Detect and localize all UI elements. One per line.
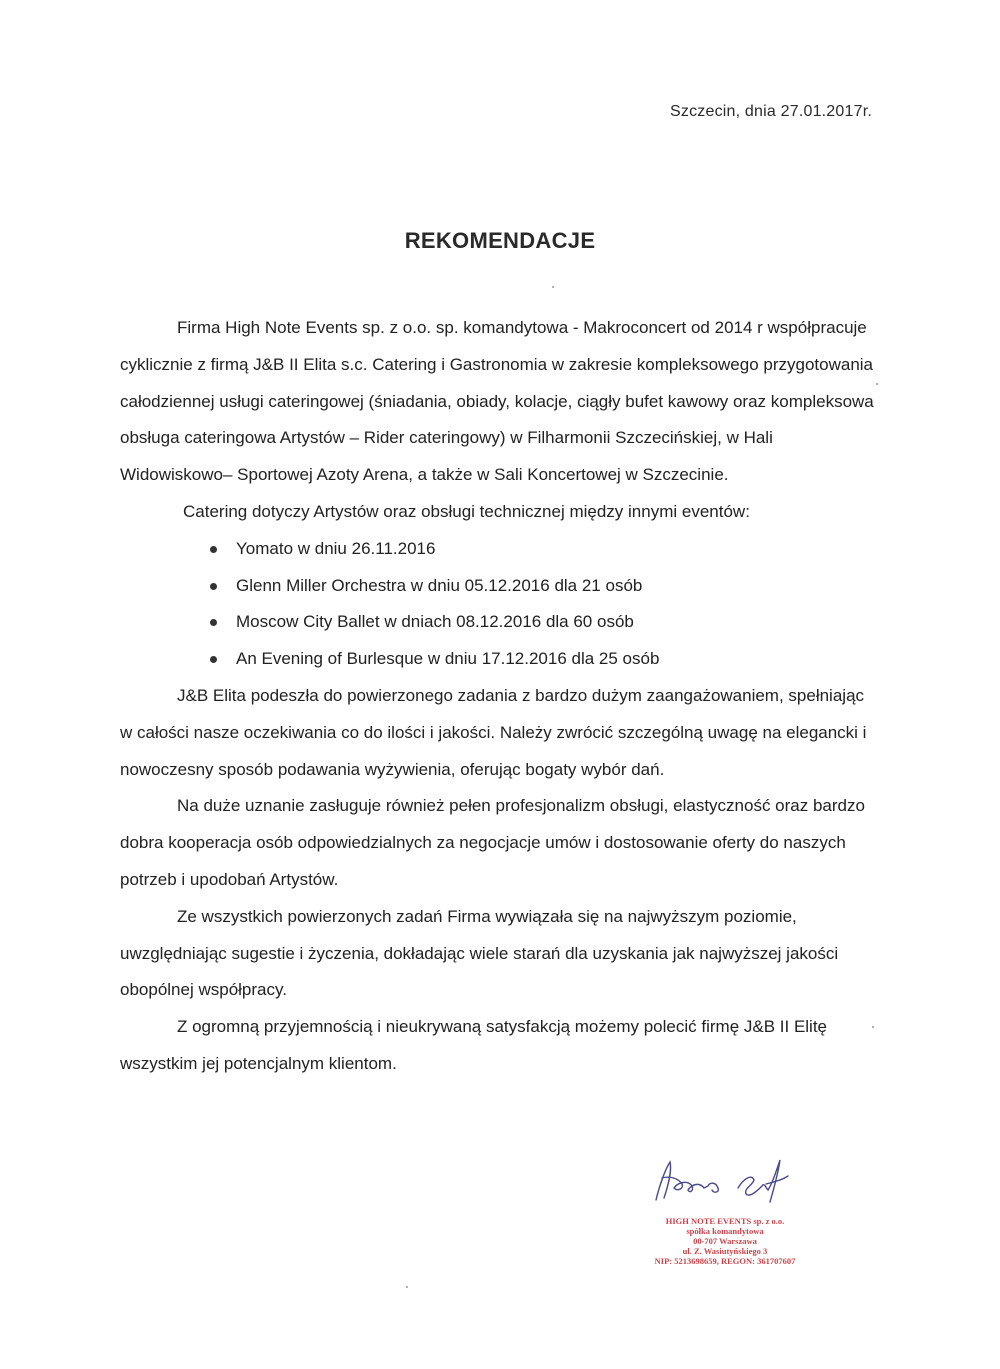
list-item: Glenn Miller Orchestra w dniu 05.12.2016 dla 21 osób <box>120 568 880 605</box>
paragraph-recommendation: Z ogromną przyjemnością i nieukrywaną satysfakcją możemy polecić firmę J&B II Elitę wszystkim jej potencjalnym klientom. <box>120 1017 828 1073</box>
bullet-icon <box>210 546 217 553</box>
scan-speck <box>876 383 878 385</box>
bullet-icon <box>210 656 217 663</box>
letter-body <box>120 310 880 1083</box>
list-item: Yomato w dniu 26.11.2016 <box>120 531 880 568</box>
letter-title: REKOMENDACJE <box>404 228 596 253</box>
paragraph-quality: J&B Elita podeszła do powierzonego zadania z bardzo dużym zaangażowaniem, spełniając w całości nasze oczekiwania co do ilości i jakości. Należy zwrócić szczególną uwagę na elegancki i nowoczesny sposób podawania wyżywienia, oferując bogaty wybór dań. <box>120 685 867 779</box>
scan-speck <box>872 1026 874 1028</box>
list-item: An Evening of Burlesque w dniu 17.12.2016 dla 25 osób <box>120 641 880 678</box>
company-stamp: HIGH NOTE EVENTS sp. z o.o. spółka komandytowa 00-707 Warszawa ul. Z. Wasiutyńskiego 3 NIP: 5213698659, REGON: 361707607 <box>654 1216 796 1266</box>
bullet-icon <box>210 619 217 626</box>
paragraph-intro: Firma High Note Events sp. z o.o. sp. komandytowa - Makroconcert od 2014 r współpracuje cyklicznie z firmą J&B II Elita s.c. Catering i Gastronomia w zakresie kompleksowego przygotowania całodziennej usługi cateringowej (śniadania, obiady, kolacje, ciągły bufet kawowy oraz kompleksowa obsługa cateringowa Artystów – Rider cateringowy) w Filharmonii Szczecińskiej, w Hali Widowiskowo– Sportowej Azoty Arena, a także w Sali Koncertowej w Szczecinie. <box>120 318 874 485</box>
paragraph-professionalism: Na duże uznanie zasługuje również pełen profesjonalizm obsługi, elastyczność oraz bardzo dobra kooperacja osób odpowiedzialnych za negocjacje umów i dostosowanie oferty do naszych potrzeb i upodobań Artystów. <box>120 796 865 889</box>
bullet-icon <box>210 583 217 590</box>
paragraph-performance: Ze wszystkich powierzonych zadań Firma wywiązała się na najwyższym poziomie, uwzględniając sugestie i życzenia, dokładając wiele starań dla uzyskania jak najwyższej jakości obopólnej współpracy. <box>120 906 839 1000</box>
date-line: Szczecin, dnia 27.01.2017r. <box>670 103 872 120</box>
list-item: Moscow City Ballet w dniach 08.12.2016 dla 60 osób <box>120 604 880 641</box>
events-list <box>120 531 880 678</box>
scan-speck <box>406 1286 408 1288</box>
scan-speck <box>552 286 554 288</box>
handwritten-signature <box>648 1148 798 1208</box>
events-intro: Catering dotyczy Artystów oraz obsługi technicznej między innymi eventów: <box>183 501 750 521</box>
